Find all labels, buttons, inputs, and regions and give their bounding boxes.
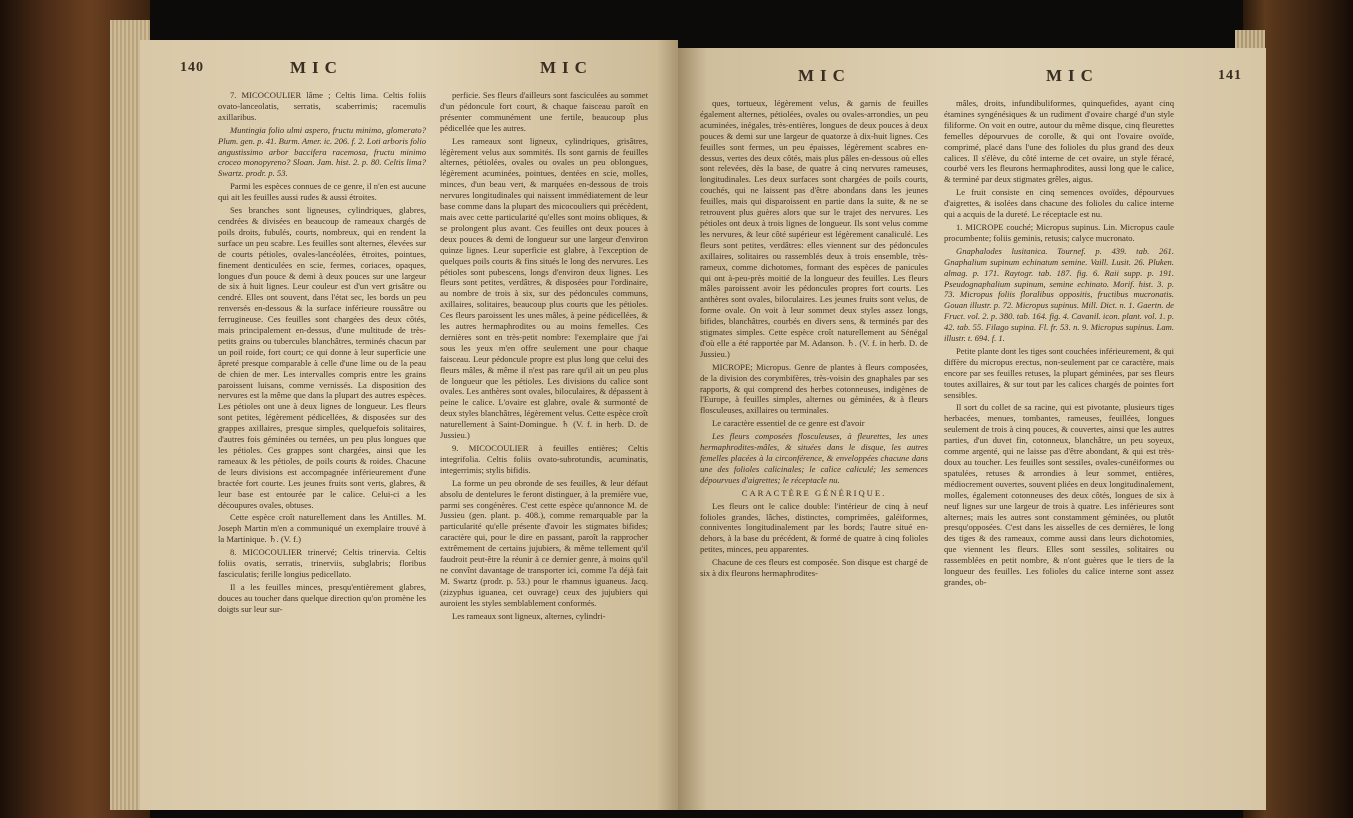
running-header: MIC: [798, 66, 851, 85]
paragraph: Cette espèce croît naturellement dans les Antilles. M. Joseph Martin m'en a communiqué un exemplaire trouvé à la Martinique. ♄. (V. f.): [218, 512, 426, 545]
paragraph: Gnaphalodes lusitanica. Tournef. p. 439. tab. 261. Gnaphalium supinum echinatum semine. Vaill. Lusit. 26. Pluken. almag. p. 171. Raytogr. tab. 187. fig. 6. Raii supp. p. 191. Pseudognaphalium supinum, semine echinato. Morif. hist. 3. p. 73. Micropus foliis floralibus oppositis, fructibus mucronatis. Gouan illustr. p. 72. Micropus supinus. Mill. Dict. n. 1. Gaertn. de Fruct. vol. 2. p. 380. tab. 164. fig. 4. Cavanil. icon. plant. vol. 1. p. 42. tab. 55. Filago supina. Fl. fr. 53. n. 9. Micropus supinus. Lam. illustr. t. 694. f. 1.: [944, 245, 1174, 344]
left-page: [140, 40, 678, 810]
paragraph: Chacune de ces fleurs est composée. Son disque est chargé de six à dix fleurons hermaphrodites-: [700, 557, 928, 579]
paragraph: perficie. Ses fleurs d'ailleurs sont fasciculées au sommet d'un pédoncule fort court, & chaque faisceau paroît en présenter communément une fertile, beaucoup plus pédicellée que les autres.: [440, 90, 648, 133]
paragraph: MICROPE; Micropus. Genre de plantes à fleurs composées, de la division des corymbifères, très-voisin des gnaphales par ses rapports, & qui comprend des herbes cotonneuses, indigènes de l'Europe, à feuilles simples, alternes ou géminées, & à fleurs flosculeuses, axillaires ou terminales.: [700, 361, 928, 416]
paragraph: Les rameaux sont ligneux, alternes, cylindri-: [452, 610, 606, 621]
paragraph: 7. MICOCOULIER lâme ; Celtis lima. Celtis foliis ovato-lanceolatis, serratis, scaberrimis; racemulis axillaribus.: [218, 90, 426, 122]
section-heading: CARACTÈRE GÉNÉRIQUE.: [741, 487, 887, 498]
paragraph: 8. MICOCOULIER trinervé; Celtis trinervia. Celtis foliis ovatis, serratis, trinerviis, subglabris; floribus fasciculatis; ferille longius pedicellato.: [218, 547, 426, 579]
paragraph: Il sort du collet de sa racine, qui est pivotante, plusieurs tiges herbacées, menues, tombantes, rameuses, feuillées, longues seulement de trois à cinq pouces, & couvertes, ainsi que les autres parties, d'un duvet fin, cotonneux, blanchâtre, un peu soyeux, comme argenté, qui ne laisse pas d'être abondant, & qui est très-doux au toucher. Les feuilles sont sessiles, ovales-cunéiformes ou spatulées, retuses & arrondies à leur sommet, entières, médiocrement ouvertes, souvent pliées en deux longitudinalement, molles, également cotonneuses des deux côtés, longues de six à neuf lignes sur une largeur de trois à quatre. Les inférieures sont alternes; mais les autres sont constamment géminées, ou plutôt presqu'opposées. C'est dans les aisselles de ces dernières, le long des tiges & des rameaux, comme aussi dans leurs dichotomies, que viennent les fleurs. Elles sont sessiles, solitaires ou rassemblées en petit nombre, & n'ont guères que le tiers de la longueur des feuilles. Les folioles du calice interne sont assez grandes, ob-: [944, 402, 1174, 587]
running-header: MIC: [540, 58, 593, 77]
paragraph: Petite plante dont les tiges sont couchées inférieurement, & qui diffère du micropus erectus, non-seulement par ce caractère, mais encore par ses feuilles retuses, la plupart géminées, par ses fleurs toutes axillaires, & sur tout par les calices chargés de pointes fort sensibles.: [944, 345, 1174, 400]
running-header: MIC: [1046, 66, 1099, 85]
paragraph: 1. MICROPE couché; Micropus supinus. Lin. Micropus caule procumbente; foliis geminis, retusis; calyce mucronato.: [944, 221, 1174, 243]
paragraph: ques, tortueux, légèrement velus, & garnis de feuilles également alternes, pétiolées, ovales ou ovales-arrondies, un peu acuminées, inégales, très-entières, longues de deux pouces à deux pouces & demi sur une largeur de quatorze à dix-huit lignes. Ces feuilles sont fermes, un peu épaisses, légèrement scabres en-dessus, vertes des deux côtés, mais plus pâles en-dessous où elles sont relevées, dès la base, de quatre à cinq nervures rameuses, longitudinales. Les deux surfaces sont chargées de poils courts, couchés, qui ne laissent pas d'être abondans dans les jeunes feuilles, mais qui disparoissent en partie dans la suite, & ne se retrouvent plus guères alors que sur le trajet des nervures. Les pétioles ont deux à trois lignes de longueur. Ils sont velus comme les nervures, & leur côté supérieur est légèrement canaliculé. Les fleurs sont petites, verdâtres: elles viennent sur des pédoncules axillaires, solitaires ou rassemblés deux à trois ensemble, très-rameux, comme dichotomes, formant des espèces de panicules qui ont à-peu-près moitié de la longueur des feuilles. Les fleurs mâles paroissent avoir les pédoncules propres fort courts. Les anthères sont ovales, biloculaires. Les jeunes fruits sont velus, de forme ovale. On voit à leur sommet deux styles assez longs, bifides, blanchâtres, courbés en divers sens, & terminés par des stigmates simples. Cette espèce croît naturellement au Sénégal d'où elle a été rapportée par M. Adanson. ♄. (V. f. in herb. D. de Jussieu.): [700, 98, 928, 359]
paragraph: Il a les feuilles minces, presqu'entièrement glabres, douces au toucher dans quelque direction qu'on promène les doigts sur leur sur-: [218, 581, 426, 614]
paragraph: Parmi les espèces connues de ce genre, il n'en est aucune qui ait les feuilles aussi rudes & aussi étroites.: [218, 181, 426, 203]
page-number: 141: [1218, 68, 1242, 83]
paragraph: Les rameaux sont ligneux, cylindriques, grisâtres, légèrement velus aux sommités. Ils sont garnis de feuilles alternes, pétiolées, ovales ou ovales un peu oblongues, légèrement acuminées, pointues, dentées en scie, molles, minces, d'un beau vert, & marquées en-dessous de trois nervures longitudinales qui naissent immédiatement de leur base comme dans la plupart des micocouliers qui précèdent, mais avec cette particularité qu'elles sont moins obliques, & se prolongent plus avant. Ces feuilles ont deux pouces à deux pouces & demi de longueur sur une largeur d'environ quinze lignes. Leur superficie est glabre, à l'exception de quelques poils courts & fins situés le long des nervures. Les pétioles sont pubescens, longs d'environ deux lignes. Les fleurs sont petites, verdâtres, & disposées pour l'ordinaire, au nombre de trois à six, sur des pédoncules communs, axillaires, solitaires, beaucoup plus courts que les pétioles. Ces fleurs paroissent les unes mâles, à peine pédicellées, & les autres hermaphrodites ou au moins femelles. Ces dernières sont en très-petit nombre: l'exemplaire que j'ai sous les yeux m'en offre seulement une pour chaque faisceau. Leur pédoncule propre est plus long que celui des fleurs mâles, & même il n'est pas rare qu'il ait un peu plus de longueur que les pétioles. Les divisions du calice sont ovales. Les anthères sont ovales, biloculaires, & dépassent à peine le calice. L'ovaire est glabre, ovale & surmonté de deux styles blanchâtres, légèrement velus. Cette espèce croît naturellement à Saint-Domingue. ♄ (V. f. in herb. D. de Jussieu.): [440, 135, 648, 441]
paragraph: Muntingia folio ulmi aspero, fructu minimo, glomerato? Plum. gen. p. 41. Burm. Amer. ic. 206. f. 2. Loti arboris folio angustissimo arbor baccifera racemosa, fructu minimo croceo monopyreno? Sloan. Jam. hist. 2. p. 80. Celtis lima? Swartz. prodr. p. 53.: [218, 124, 427, 179]
text-column-1: [700, 98, 928, 581]
right-page: [678, 48, 1266, 810]
paragraph: Les fleurs ont le calice double: l'intérieur de cinq à neuf folioles grandes, lâches, distinctes, comprimées, galéiformes, conniventes longitudinalement par les bords; l'autre situé en-dehors, à la base du précédent, & formé de quatre à cinq folioles petites, minces, peu apparentes.: [700, 500, 928, 555]
paragraph: Le fruit consiste en cinq semences ovoïdes, dépourvues d'aigrettes, & isolées dans chacune des folioles du calice interne qui a acquis de la dureté. Le réceptacle est nu.: [944, 187, 1174, 220]
paragraph: Les fleurs composées flosculeuses, à fleurettes, les unes hermaphrodites-mâles, & situées dans le disque, les autres femelles placées à la circonférence, & enveloppées chacune dans une des folioles calicinales; le calice caliculé; les semences dépourvues d'aigrettes; le réceptacle nu.: [700, 431, 928, 485]
text-column-2: [440, 90, 648, 624]
paragraph: 9. MICOCOULIER à feuilles entières; Celtis integrifolia. Celtis foliis ovato-subrotundis, acuminatis, integerrimis; stylis bifidis.: [440, 443, 648, 475]
text-column-2: [944, 98, 1174, 590]
paragraph: Le caractère essentiel de ce genre est d'avoir: [712, 418, 865, 429]
paragraph: La forme un peu obronde de ses feuilles, & leur défaut absolu de dentelures le feront distinguer, à la première vue, parmi ses congénères. C'est cette espèce qu'annonce M. de Jussieu (gen. plant. p. 408.), comme remarquable par la particularité qu'elle présente d'avoir les stigmates bifides; caractère qui, pour le dire en passant, paroît la rapprocher extrêmement de certains jujubiers, & même tellement qu'il faudroit peut-être la réunir à ce dernier genre, à moins qu'il ne convînt davantage de transporter ici, comme l'a déjà fait M. Swartz (prodr. p. 53.) pour le rhamnus iguaneus. Jacq. (zizyphus iguanea, cet ouvrage) ceux des jujubiers qui auroient les styles semblablement conformés.: [440, 477, 648, 608]
page-number: 140: [180, 60, 204, 75]
running-header: MIC: [290, 58, 343, 77]
paragraph: Ses branches sont ligneuses, cylindriques, glabres, cendrées & divisées en beaucoup de rameaux chargés de poils droits, fubulés, courts, nombreux, qui en rendent la surface un peu scabre. Les feuilles sont alternes, élevées sur de courts pétioles, ovales-lancéolées, étroites, pointues, finement denticulées en scie, fermes, coriaces, opaques, longues d'un pouce & demi à deux pouces sur une largeur de six à huit lignes. Leur couleur est d'un vert grisâtre ou cendré. Elles ont souvent, dans l'état sec, les bords un peu renversés en-dessous & la surface inférieure roussâtre ou ferrugineuse. Ces feuilles sont chargées des deux côtés, mais principalement en-dessus, d'une multitude de très-petits grains ou tubercules blanchâtres, terminés chacun par un poil roide, fort court; ce qui donne à leur superficie une âpreté presque comparable à celle d'une lime ou de la peau de chien de mer. Les intervalles compris entre les grains paroissent luisans, comme vernissés. La disposition des nervures est la même que dans la plupart des autres espèces. Les pétioles ont une à deux lignes de longueur. Les fleurs sont petites, légèrement pédicellées, & disposées sur des grappes axillaires, presque simples, quelquefois solitaires, d'autres fois géminées ou ternées, un peu plus longues que les pétioles. Ces grappes sont chargées, ainsi que les rameaux & les pétioles, de poils courts & roides. Chacune de leurs divisions est accompagnée inférieurement d'une bractée fort courte. Les jeunes fruits sont verts, glabres, & leur base est entourée par le calice. Celui-ci a les découpures ovales, obtuses.: [218, 205, 426, 510]
paragraph: mâles, droits, infundibuliformes, quinquefides, ayant cinq étamines syngénésiques & un rudiment d'ovaire chargé d'un style filiforme. On voit en outre, autour du même disque, cinq fleurettes femelles dépourvues de corolle, & qui ont l'ovaire ovoïde, comprimé, placé dans l'une des folioles du plus grand des deux calices. Il s'élève, du côté interne de cet ovaire, un style féracé, courbé vers les fleurons hermaphrodites, aussi long que le calice, & terminé par deux stigmates grêles, aigus.: [944, 98, 1174, 185]
text-column-1: [218, 90, 426, 617]
